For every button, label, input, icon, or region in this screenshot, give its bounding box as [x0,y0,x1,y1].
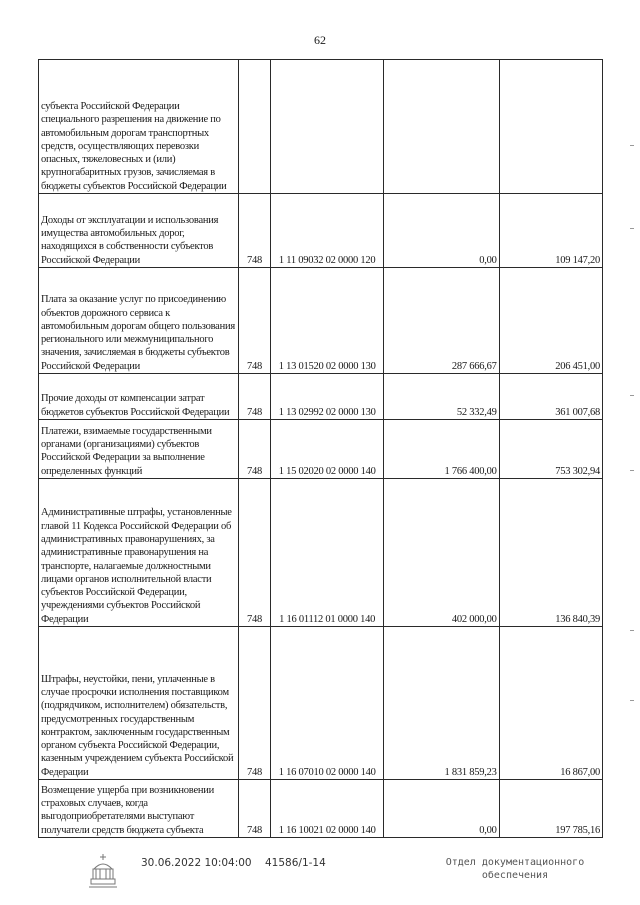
plan-amount-cell: 0,00 [383,780,499,838]
budget-code-cell: 1 11 09032 02 0000 120 [271,194,384,268]
admin-code-cell: 748 [238,268,271,374]
footer-datetime: 30.06.2022 10:04:00 [141,857,252,869]
budget-code-cell: 1 15 02020 02 0000 140 [271,420,384,479]
footer-department-line: обеспечения [481,870,549,881]
actual-amount-cell: 109 147,20 [499,194,602,268]
budget-code-cell: 1 16 10021 02 0000 140 [271,780,384,838]
admin-code-cell [238,60,271,194]
table-row [39,268,603,374]
footer-department-line: Отдел документационного [445,857,585,868]
footer-department-stamp [430,856,600,882]
budget-code-cell: 1 16 01112 01 0000 140 [271,479,384,627]
table-row [39,479,603,627]
actual-amount-cell: 197 785,16 [499,780,602,838]
plan-amount-cell: 1 831 859,23 [383,627,499,780]
scan-artifact [630,470,634,471]
scan-artifact [630,228,634,229]
scan-artifact [630,145,634,146]
actual-amount-cell: 136 840,39 [499,479,602,627]
revenue-name-cell: Доходы от эксплуатации и использования имущества автомобильных дорог, находящихся в собственности субъектов Российской Федерации [39,194,239,268]
plan-amount-cell: 402 000,00 [383,479,499,627]
actual-amount-cell: 16 867,00 [499,627,602,780]
revenue-name-cell: Плата за оказание услуг по присоединению объектов дорожного сервиса к автомобильным дорогам общего пользования регионального или межмуниципального значения, зачисляемая в бюджеты субъектов Российской Федерации [39,268,239,374]
budget-code-cell: 1 16 07010 02 0000 140 [271,627,384,780]
table-row [39,194,603,268]
footer-registration-number: 41586/1-14 [265,857,326,869]
plan-amount-cell: 287 666,67 [383,268,499,374]
actual-amount-cell: 753 302,94 [499,420,602,479]
actual-amount-cell [499,60,602,194]
revenue-name-cell: Штрафы, неустойки, пени, уплаченные в случае просрочки исполнения поставщиком (подрядчиком, исполнителем) обязательств, предусмотренных государственным контрактом, заключенным государственным органом субъекта Российской Федерации, казенным учреждением субъекта Российской Федерации [39,627,239,780]
admin-code-cell: 748 [238,194,271,268]
revenue-name-cell: Возмещение ущерба при возникновении страховых случаев, когда выгодоприобретателями выступают получатели средств бюджета субъекта [39,780,239,838]
admin-code-cell: 748 [238,627,271,780]
plan-amount-cell: 52 332,49 [383,374,499,420]
budget-code-cell: 1 13 01520 02 0000 130 [271,268,384,374]
scan-artifact [630,630,634,631]
revenue-name-cell: Прочие доходы от компенсации затрат бюджетов субъектов Российской Федерации [39,374,239,420]
plan-amount-cell [383,60,499,194]
table-row [39,627,603,780]
plan-amount-cell: 1 766 400,00 [383,420,499,479]
actual-amount-cell: 361 007,68 [499,374,602,420]
coat-of-arms-icon [85,851,121,889]
revenue-name-cell: субъекта Российской Федерации специального разрешения на движение по автомобильным дорогам транспортных средств, осуществляющих перевозки опасных, тяжеловесных и (или) крупногабаритных грузов, зачисляемая в бюджеты субъектов Российской Федерации [39,60,239,194]
actual-amount-cell: 206 451,00 [499,268,602,374]
admin-code-cell: 748 [238,374,271,420]
revenue-table [38,59,603,838]
table-row [39,60,603,194]
table-row [39,780,603,838]
plan-amount-cell: 0,00 [383,194,499,268]
revenue-name-cell: Платежи, взимаемые государственными органами (организациями) субъектов Российской Федерации за выполнение определенных функций [39,420,239,479]
table-row [39,374,603,420]
page-number: 62 [314,33,326,47]
scan-artifact [630,700,634,701]
revenue-name-cell: Административные штрафы, установленные главой 11 Кодекса Российской Федерации об административных правонарушениях, за административные правонарушения на транспорте, налагаемые должностными лицами органов исполнительной власти субъектов Российской Федерации, учреждениями субъектов Российской Федерации [39,479,239,627]
admin-code-cell: 748 [238,420,271,479]
budget-code-cell: 1 13 02992 02 0000 130 [271,374,384,420]
budget-code-cell [271,60,384,194]
scan-artifact [630,395,634,396]
admin-code-cell: 748 [238,479,271,627]
admin-code-cell: 748 [238,780,271,838]
table-row [39,420,603,479]
